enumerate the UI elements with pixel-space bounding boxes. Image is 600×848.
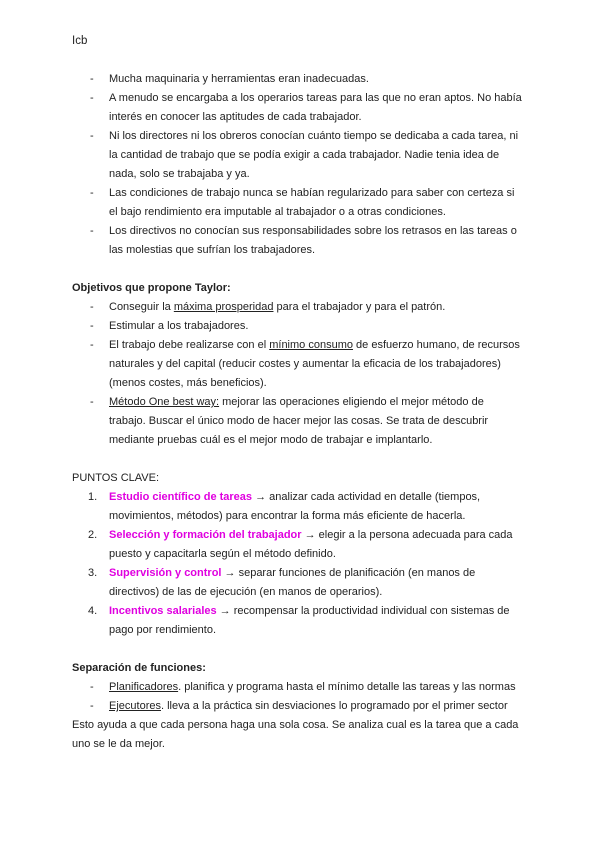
list-item: - Las condiciones de trabajo nunca se habían regularizado para saber con certeza si el bajo rendimiento era imputable al trabajador o a otras condiciones. <box>72 184 522 222</box>
list-item: - Método One best way: mejorar las operaciones eligiendo el mejor método de trabajo. Buscar el único modo de hacer mejor las cosas. Se trata de descubrir mediante pruebas cuál es el mejor modo de trabajar e implantarlo. <box>72 393 522 450</box>
puntos-list <box>72 488 522 640</box>
list-item: - Ni los directores ni los obreros conocían cuánto tiempo se dedicaba a cada tarea, ni la cantidad de trabajo que se podía exigir a cada trabajador. Nadie tenia idea de nada, solo se trabajaba y ya. <box>72 127 522 184</box>
separacion-paragraph: Esto ayuda a que cada persona haga una sola cosa. Se analiza cual es la tarea que a cada uno se le da mejor. <box>72 719 519 750</box>
list-item: 4. Incentivos salariales → recompensar la productividad individual con sistemas de pago por rendimiento. <box>88 605 510 636</box>
objetivos-list <box>72 298 522 450</box>
separacion-list <box>72 678 522 716</box>
list-item: - Estimular a los trabajadores. <box>72 317 522 336</box>
page-header: Icb <box>72 35 88 47</box>
document-body <box>72 70 522 754</box>
list-item: - A menudo se encargaba a los operarios tareas para las que no eran aptos. No había interés en conocer las aptitudes de cada trabajador. <box>72 89 522 127</box>
list-item: 3. Supervisión y control → separar funciones de planificación (en manos de directivos) de las de ejecución (en manos de operarios). <box>88 567 476 598</box>
list-item: 2. Selección y formación del trabajador → elegir a la persona adecuada para cada puesto y capacitarla según el método definido. <box>88 529 513 560</box>
list-item: - Los directivos no conocían sus responsabilidades sobre los retrasos en las tareas o las molestias que sufrían los trabajadores. <box>72 222 522 260</box>
list-item: - Mucha maquinaria y herramientas eran inadecuadas. <box>72 70 522 89</box>
objetivos-heading: Objetivos que propone Taylor: <box>72 282 231 294</box>
separacion-heading: Separación de funciones: <box>72 662 206 674</box>
list-item: - Planificadores. planifica y programa hasta el mínimo detalle las tareas y las normas <box>72 678 522 697</box>
intro-list <box>72 70 522 260</box>
list-item: 1. Estudio científico de tareas → analizar cada actividad en detalle (tiempos, movimientos, métodos) para encontrar la forma más eficiente de hacerla. <box>88 491 481 522</box>
list-item: - Ejecutores. lleva a la práctica sin desviaciones lo programado por el primer sector <box>72 697 522 716</box>
list-item: - Conseguir la máxima prosperidad para el trabajador y para el patrón. <box>72 298 522 317</box>
list-item: - El trabajo debe realizarse con el mínimo consumo de esfuerzo humano, de recursos naturales y del capital (reducir costes y aumentar la eficacia de los trabajadores) (menos costes, más beneficios). <box>72 336 522 393</box>
puntos-heading: PUNTOS CLAVE: <box>72 472 160 484</box>
